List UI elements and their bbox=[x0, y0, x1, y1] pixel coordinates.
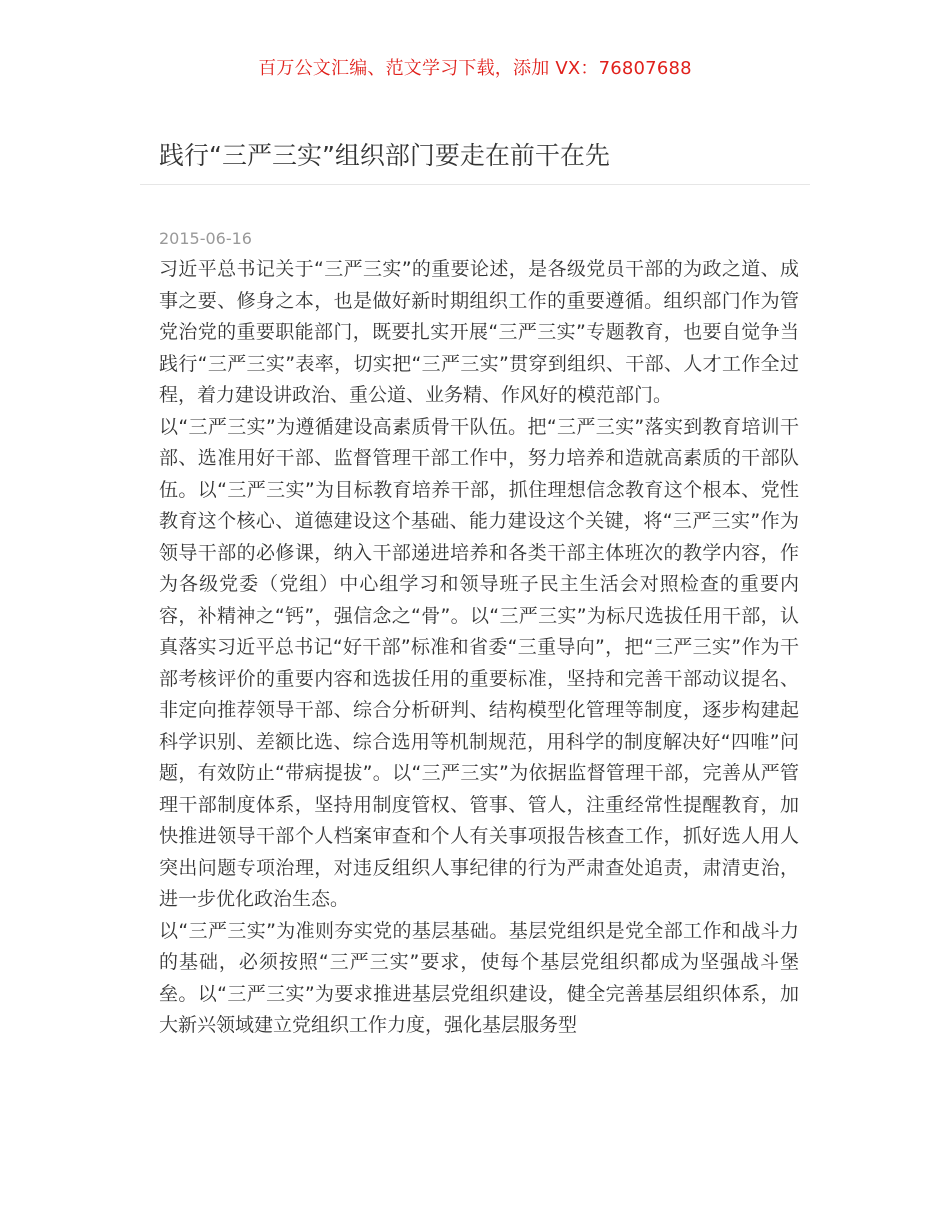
article-title: 践行“三严三实”组织部门要走在前干在先 bbox=[159, 141, 610, 170]
article-body bbox=[159, 254, 799, 1114]
article-paragraph-2: 以“三严三实”为遵循建设高素质骨干队伍。把“三严三实”落实到教育培训干部、选准用好干部、监督管理干部工作中，努力培养和造就高素质的干部队伍。以“三严三实”为目标教育培养干部，抓住理想信念教育这个根本、党性教育这个核心、道德建设这个基础、能力建设这个关键，将“三严三实”作为领导干部的必修课，纳入干部递进培养和各类干部主体班次的教学内容，作为各级党委（党组）中心组学习和领导班子民主生活会对照检查的重要内容，补精神之“钙”，强信念之“骨”。以“三严三实”为标尺选拔任用干部，认真落实习近平总书记“好干部”标准和省委“三重导向”，把“三严三实”作为干部考核评价的重要内容和选拔任用的重要标准，坚持和完善干部动议提名、非定向推荐领导干部、综合分析研判、结构模型化管理等制度，逐步构建起科学识别、差额比选、综合选用等机制规范，用科学的制度解决好“四唯”问题，有效防止“带病提拔”。以“三严三实”为依据监督管理干部，完善从严管理干部制度体系，坚持用制度管权、管事、管人，注重经常性提醒教育，加快推进领导干部个人档案审查和个人有关事项报告核查工作，抓好选人用人突出问题专项治理，对违反组织人事纪律的行为严肃查处追责，肃清吏治，进一步优化政治生态。 bbox=[159, 415, 799, 910]
promo-banner: 百万公文汇编、范文学习下载，添加 VX：76807688 bbox=[258, 58, 692, 79]
publish-date: 2015-06-16 bbox=[159, 229, 252, 248]
article-paragraph-3: 以“三严三实”为准则夯实党的基层基础。基层党组织是党全部工作和战斗力的基础，必须按照“三严三实”要求，使每个基层党组织都成为坚强战斗堡垒。以“三严三实”为要求推进基层党组织建设，健全完善基层组织体系，加大新兴领域建立党组织工作力度，强化基层服务型 bbox=[159, 919, 799, 1036]
title-divider bbox=[140, 184, 810, 185]
article-paragraph-1: 习近平总书记关于“三严三实”的重要论述，是各级党员干部的为政之道、成事之要、修身之本，也是做好新时期组织工作的重要遵循。组织部门作为管党治党的重要职能部门，既要扎实开展“三严三实”专题教育，也要自觉争当践行“三严三实”表率，切实把“三严三实”贯穿到组织、干部、人才工作全过程，着力建设讲政治、重公道、业务精、作风好的模范部门。 bbox=[159, 258, 799, 406]
